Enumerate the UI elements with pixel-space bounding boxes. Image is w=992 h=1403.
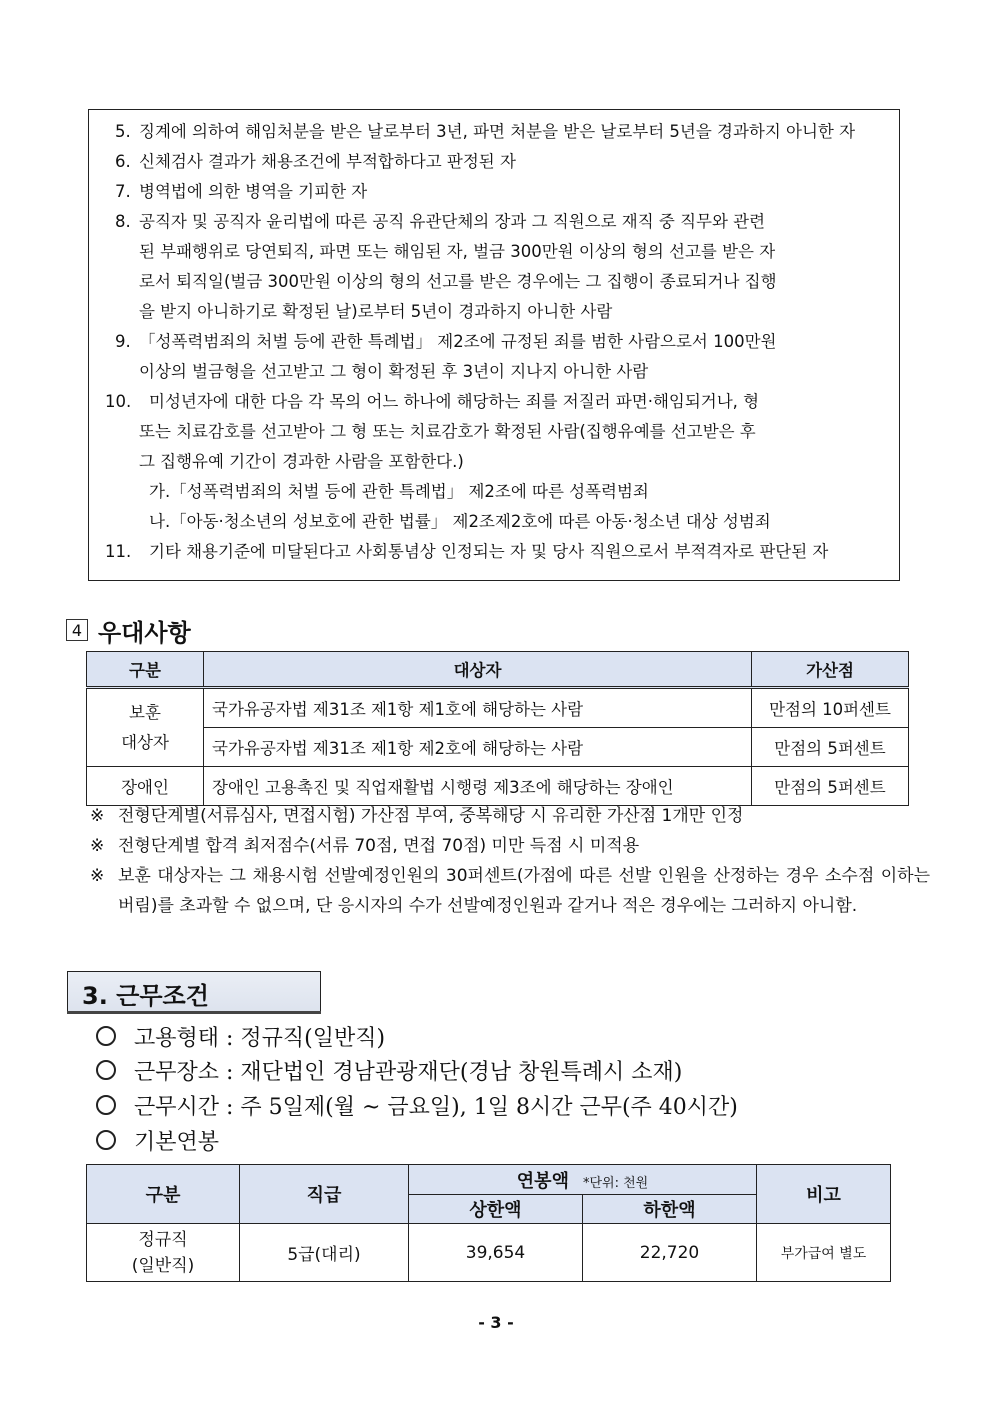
list-item-number: 8. xyxy=(115,212,131,231)
lower-cell: 22,720 xyxy=(583,1224,757,1282)
list-item-line xyxy=(105,117,895,147)
list-item-text: 기타 채용기준에 미달된다고 사회통념상 인정되는 자 및 당사 직원으로서 부적격자로 판단된 자 xyxy=(149,542,829,561)
list-item-line xyxy=(105,327,895,357)
list-item-text: 징계에 의하여 해임처분을 받은 날로부터 3년, 파면 처분을 받은 날로부터 5년을 경과하지 아니한 자 xyxy=(139,122,856,141)
list-item-text: 을 받지 아니하기로 확정된 날)로부터 5년이 경과하지 아니한 사람 xyxy=(139,302,613,321)
list-item-line xyxy=(105,177,895,207)
section-title: 3. 근무조건 xyxy=(82,982,209,1010)
page-number: - 3 - xyxy=(478,1313,514,1332)
grade-cell: 5급(대리) xyxy=(240,1224,409,1282)
note-cell: 부가급여 별도 xyxy=(757,1224,891,1282)
table-header-row xyxy=(87,1165,891,1195)
circle-bullet-icon xyxy=(96,1026,116,1046)
list-item-text: 된 부패행위로 당연퇴직, 파면 또는 해임된 자, 벌금 300만원 이상의 형의 선고를 받은 자 xyxy=(139,242,776,261)
salary-table xyxy=(86,1164,891,1282)
list-item-number: 9. xyxy=(115,332,131,351)
list-item-text: 병역법에 의한 병역을 기피한 자 xyxy=(139,182,368,201)
list-item xyxy=(105,327,895,387)
category-cell: 보훈 대상자 xyxy=(87,688,204,767)
list-item xyxy=(105,177,895,207)
target-cell: 장애인 고용촉진 및 직업재활법 시행령 제3조에 해당하는 장애인 xyxy=(204,767,752,806)
note-mark: ※ xyxy=(90,866,105,886)
circle-bullet-icon xyxy=(96,1060,116,1080)
table-row xyxy=(87,728,909,767)
header-points: 가산점 xyxy=(752,652,909,688)
condition-text: 기본연봉 xyxy=(134,1129,220,1155)
list-item-number: 5. xyxy=(115,122,131,141)
target-cell: 국가유공자법 제31조 제1항 제1호에 해당하는 사람 xyxy=(204,688,752,728)
condition-item xyxy=(96,1020,385,1052)
note-text: 전형단계별 합격 최저점수(서류 70점, 면접 70점) 미만 득점 시 미적용 xyxy=(118,836,640,856)
table-header-row xyxy=(87,652,909,688)
list-item-line xyxy=(105,357,895,387)
list-item-text: 미성년자에 대한 다음 각 목의 어느 하나에 해당하는 죄를 저질러 파면·해임되거나, 형 xyxy=(149,392,760,411)
disqualification-box xyxy=(88,109,900,581)
notes-list xyxy=(90,801,930,921)
condition-item xyxy=(96,1089,738,1121)
header-note: 비고 xyxy=(757,1165,891,1224)
table-row xyxy=(87,1224,891,1282)
list-item-text: 신체검사 결과가 채용조건에 부적합하다고 판정된 자 xyxy=(139,152,516,171)
note-item xyxy=(90,861,930,921)
sub-list-item: 가.「성폭력범죄의 처벌 등에 관한 특례법」 제2조에 따른 성폭력범죄 xyxy=(149,482,649,501)
header-grade: 직급 xyxy=(240,1165,409,1224)
condition-item xyxy=(96,1124,219,1156)
upper-cell: 39,654 xyxy=(409,1224,583,1282)
header-salary-label: 연봉액 xyxy=(516,1170,569,1192)
header-lower: 하한액 xyxy=(583,1195,757,1224)
note-mark: ※ xyxy=(90,806,105,826)
condition-text: 근무시간 : 주 5일제(월 ~ 금요일), 1일 8시간 근무(주 40시간) xyxy=(134,1094,738,1120)
section-number-box: 4 xyxy=(66,619,88,641)
list-item-line xyxy=(105,417,895,447)
points-cell: 만점의 10퍼센트 xyxy=(752,688,909,728)
list-item-line xyxy=(105,147,895,177)
header-upper: 상한액 xyxy=(409,1195,583,1224)
list-item-line xyxy=(105,207,895,237)
list-item-text: 또는 치료감호를 선고받아 그 형 또는 치료감호가 확정된 사람(집행유예를 선고받은 후 xyxy=(139,422,756,441)
list-item-line xyxy=(105,297,895,327)
list-item-text: 이상의 벌금형을 선고받고 그 형이 확정된 후 3년이 지나지 아니한 사람 xyxy=(139,362,649,381)
category-cell: 장애인 xyxy=(87,767,204,806)
note-text: 보훈 대상자는 그 채용시험 선발예정인원의 30퍼센트(가점에 따른 선발 인원을 산정하는 경우 소수점 이하는 버림)를 초과할 수 없으며, 단 응시자의 수가 선발예정인원과 같거나 적은 경우에는 그러하지 아니함. xyxy=(118,866,930,916)
list-item xyxy=(105,207,895,327)
list-item-line xyxy=(105,387,895,417)
section-title: 우대사항 xyxy=(98,618,191,647)
points-cell: 만점의 5퍼센트 xyxy=(752,767,909,806)
header-target: 대상자 xyxy=(204,652,752,688)
list-item-line xyxy=(105,237,895,267)
list-item xyxy=(105,147,895,177)
list-item-line xyxy=(105,267,895,297)
list-item-text: 로서 퇴직일(벌금 300만원 이상의 형의 선고를 받은 경우에는 그 집행이 종료되거나 집행 xyxy=(139,272,777,291)
section-3-heading-box xyxy=(67,971,321,1013)
list-item-line xyxy=(105,537,895,567)
list-item-number: 10. xyxy=(105,392,132,411)
unit-note: *단위: 천원 xyxy=(582,1175,649,1191)
list-item-number: 6. xyxy=(115,152,131,171)
note-text: 전형단계별(서류심사, 면접시험) 가산점 부여, 중복해당 시 유리한 가산점 1개만 인정 xyxy=(118,806,744,826)
condition-text: 근무장소 : 재단법인 경남관광재단(경남 창원특례시 소재) xyxy=(134,1059,683,1085)
circle-bullet-icon xyxy=(96,1095,116,1115)
list-item-text: 「성폭력범죄의 처벌 등에 관한 특례법」 제2조에 규정된 죄를 범한 사람으로서 100만원 xyxy=(139,332,777,351)
list-item-line xyxy=(105,447,895,477)
list-item-number: 7. xyxy=(115,182,131,201)
table-row xyxy=(87,767,909,806)
note-item xyxy=(90,801,930,831)
sub-list-item: 나.「아동·청소년의 성보호에 관한 법률」 제2조제2호에 따른 아동·청소년 대상 성범죄 xyxy=(149,512,771,531)
header-salary xyxy=(409,1165,757,1195)
list-item xyxy=(105,117,895,147)
header-category: 구분 xyxy=(87,652,204,688)
circle-bullet-icon xyxy=(96,1130,116,1150)
target-cell: 국가유공자법 제31조 제1항 제2호에 해당하는 사람 xyxy=(204,728,752,767)
list-item-text: 그 집행유예 기간이 경과한 사람을 포함한다.) xyxy=(139,452,464,471)
condition-item xyxy=(96,1054,682,1086)
list-item-number: 11. xyxy=(105,542,132,561)
note-mark: ※ xyxy=(90,836,105,856)
preference-table xyxy=(86,651,909,806)
category-cell: 정규직 (일반직) xyxy=(87,1224,240,1282)
list-item xyxy=(105,537,895,567)
table-row xyxy=(87,688,909,728)
list-item-text: 공직자 및 공직자 윤리법에 따른 공직 유관단체의 장과 그 직원으로 재직 중 직무와 관련 xyxy=(139,212,766,231)
heading-underline xyxy=(67,1011,321,1014)
note-item xyxy=(90,831,930,861)
list-item xyxy=(105,387,895,477)
section-4-heading xyxy=(66,614,191,646)
header-category: 구분 xyxy=(87,1165,240,1224)
points-cell: 만점의 5퍼센트 xyxy=(752,728,909,767)
condition-text: 고용형태 : 정규직(일반직) xyxy=(134,1025,386,1051)
